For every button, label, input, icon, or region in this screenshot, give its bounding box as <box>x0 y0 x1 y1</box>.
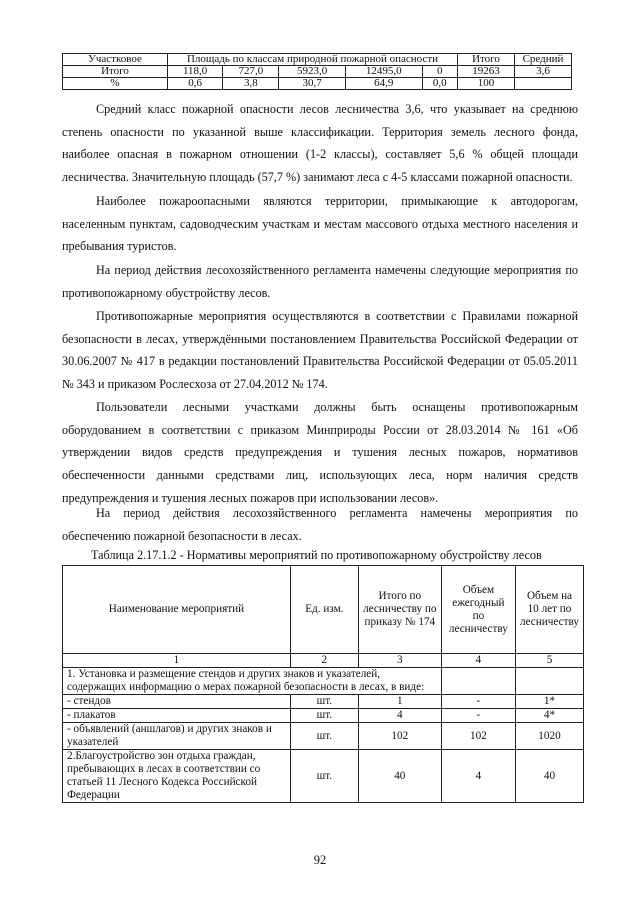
table-cell: шт. <box>290 709 358 723</box>
table-cell: 19263 <box>458 66 515 78</box>
table-cell: 102 <box>441 723 515 750</box>
table-cell: 0 <box>422 66 457 78</box>
table-cell: шт. <box>290 723 358 750</box>
page-number: 92 <box>313 853 327 867</box>
table-cell: 1020 <box>515 723 583 750</box>
table-cell: 727,0 <box>223 66 279 78</box>
header-cell: Итого <box>458 54 515 66</box>
paragraph: На период действия лесохозяйственного регламента намечены мероприятия по обеспечению пожарной безопасности в лесах. <box>62 506 578 543</box>
table-cell: 2 <box>290 654 358 668</box>
table-cell: 40 <box>358 750 441 803</box>
table-row <box>63 668 584 695</box>
table-cell: 1* <box>515 695 583 709</box>
table-cell: 1 <box>63 654 291 668</box>
table-header-row <box>63 566 584 654</box>
header-cell: Наименование мероприятий <box>63 566 291 654</box>
table-cell: 12495,0 <box>345 66 422 78</box>
table-cell: 100 <box>458 78 515 90</box>
table-row <box>63 723 584 750</box>
table-row <box>63 750 584 803</box>
paragraph: Противопожарные мероприятия осуществляются в соответствии с Правилами пожарной безопасности в лесах, утверждёнными постановлением Правительства Российской Федерации от 30.06.2007 № 417 в редакции постановлений Правительства Российской Федерации от 05.05.2011 № 343 и приказом Рослесхоза от 27.04.2012 № 174. <box>62 309 578 392</box>
paragraph: Наиболее пожароопасными являются территории, примыкающие к автодорогам, населенным пунктам, садоводческим участкам и местам массового отдыха местного населения и пребывания туристов. <box>62 194 578 254</box>
table-cell: - стендов <box>63 695 291 709</box>
table-cell: 64,9 <box>345 78 422 90</box>
table-cell: 0,0 <box>422 78 457 90</box>
table-cell: 118,0 <box>168 66 223 78</box>
table-cell: % <box>63 78 168 90</box>
table-cell: Итого <box>63 66 168 78</box>
table-cell: 0,6 <box>168 78 223 90</box>
table-cell: 40 <box>515 750 583 803</box>
table-cell: 3,8 <box>223 78 279 90</box>
table-cell: 102 <box>358 723 441 750</box>
header-cell: Участковое <box>63 54 168 66</box>
table-cell: - плакатов <box>63 709 291 723</box>
table-row <box>63 66 572 78</box>
table-cell: шт. <box>290 750 358 803</box>
table-cell: 30,7 <box>279 78 345 90</box>
fire-prevention-norms-table <box>62 565 584 803</box>
header-cell: Объем ежегодный по лесничеству <box>441 566 515 654</box>
table-cell: - <box>441 709 515 723</box>
paragraph: Пользователи лесными участками должны быть оснащены противопожарным оборудованием в соответствии с приказом Минприроды России от 28.03.2014 № 161 «Об утверждении видов средств предупреждения и тушения лесных пожаров, нормативов обеспеченности данными средствами лиц, использующих леса, норм наличия средств предупреждения и тушения лесных пожаров при использовании лесов». <box>62 400 578 505</box>
header-cell: Площадь по классам природной пожарной опасности <box>168 54 458 66</box>
table-row <box>63 709 584 723</box>
table-cell: 3 <box>358 654 441 668</box>
paragraph: На период действия лесохозяйственного регламента намечены следующие мероприятия по противопожарному обустройству лесов. <box>62 263 578 300</box>
header-cell: Итого по лесничеству по приказу № 174 <box>358 566 441 654</box>
table-cell: 2.Благоустройство зон отдыха граждан, пребывающих в лесах в соответствии со статьей 11 Лесного Кодекса Российской Федерации <box>63 750 291 803</box>
table-cell: 4 <box>358 709 441 723</box>
header-cell: Ед. изм. <box>290 566 358 654</box>
section-title-cell: 1. Установка и размещение стендов и других знаков и указателей, содержащих информацию о мерах пожарной безопасности в лесах, в виде: <box>63 668 442 695</box>
paragraph: Средний класс пожарной опасности лесов лесничества 3,6, что указывает на среднюю степень опасности по указанной выше классификации. Территория земель лесного фонда, наиболее опасная в пожарном отношении (1-2 классы), составляет 5,6 % общей площади лесничества. Значительную площадь (57,7 %) занимают леса с 4-5 классами пожарной опасности. <box>62 102 578 185</box>
table-caption: Таблица 2.17.1.2 - Нормативы мероприятий по противопожарному обустройству лесов <box>91 548 542 562</box>
column-number-row <box>63 654 584 668</box>
table-cell: шт. <box>290 695 358 709</box>
table-cell: - объявлений (аншлагов) и других знаков и указателей <box>63 723 291 750</box>
fire-class-summary-table <box>62 53 572 90</box>
table-cell <box>441 668 515 695</box>
table-cell: 3,6 <box>515 66 572 78</box>
table-cell: 4 <box>441 654 515 668</box>
table-row <box>63 78 572 90</box>
header-cell: Объем на 10 лет по лесничеству <box>515 566 583 654</box>
table-cell: - <box>441 695 515 709</box>
header-cell: Средний <box>515 54 572 66</box>
table-cell: 4 <box>441 750 515 803</box>
table-cell <box>515 78 572 90</box>
table-cell: 4* <box>515 709 583 723</box>
table-cell: 5 <box>515 654 583 668</box>
table-row <box>63 695 584 709</box>
table-header-row <box>63 54 572 66</box>
table-cell <box>515 668 583 695</box>
table-cell: 5923,0 <box>279 66 345 78</box>
table-cell: 1 <box>358 695 441 709</box>
